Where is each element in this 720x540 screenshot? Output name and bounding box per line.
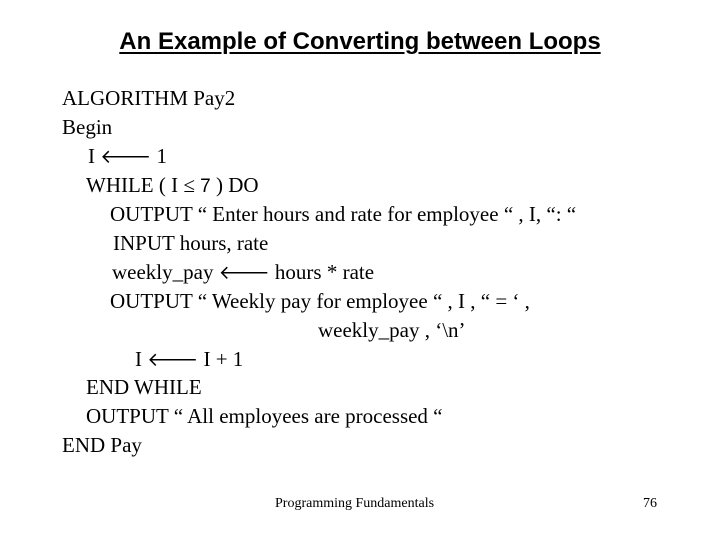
code-line-9: weekly_pay , ‘\n’ [318, 318, 466, 342]
code-line-8: OUTPUT “ Weekly pay for employee “ , I , “ = ‘ , [110, 289, 530, 313]
code-line-4-num: 7 [200, 176, 211, 197]
code-line-3 [88, 146, 167, 167]
footer-course-name: Programming Fundamentals [275, 496, 435, 511]
code-line-4 [86, 175, 259, 196]
code-line-5: OUTPUT “ Enter hours and rate for employee “ , I, “: “ [110, 202, 577, 226]
code-line-7-var: weekly_pay [112, 260, 219, 284]
page-number: 76 [643, 496, 657, 511]
code-line-11: END WHILE [86, 375, 202, 399]
code-line-4-a: WHILE ( I ≤ [86, 173, 201, 197]
code-line-3-var: I [88, 144, 95, 168]
code-line-2: Begin [62, 115, 113, 139]
code-line-4-b: ) DO [210, 173, 259, 197]
code-line-7 [112, 262, 374, 283]
code-line-1: ALGORITHM Pay2 [62, 86, 236, 110]
code-line-3-val: 1 [156, 144, 167, 168]
code-line-7-expr: hours * rate [269, 260, 375, 284]
code-line-12: OUTPUT “ All employees are processed “ [86, 404, 443, 428]
left-arrow-icon: 🡐 [218, 262, 270, 284]
slide-title: An Example of Converting between Loops [119, 28, 601, 55]
code-line-10-expr: I + 1 [198, 347, 244, 371]
left-arrow-icon: 🡐 [147, 349, 199, 371]
code-line-6: INPUT hours, rate [113, 231, 269, 255]
left-arrow-icon: 🡐 [100, 146, 152, 168]
code-line-13: END Pay [62, 433, 142, 457]
code-line-10 [135, 349, 243, 370]
code-line-10-var: I [135, 347, 148, 371]
